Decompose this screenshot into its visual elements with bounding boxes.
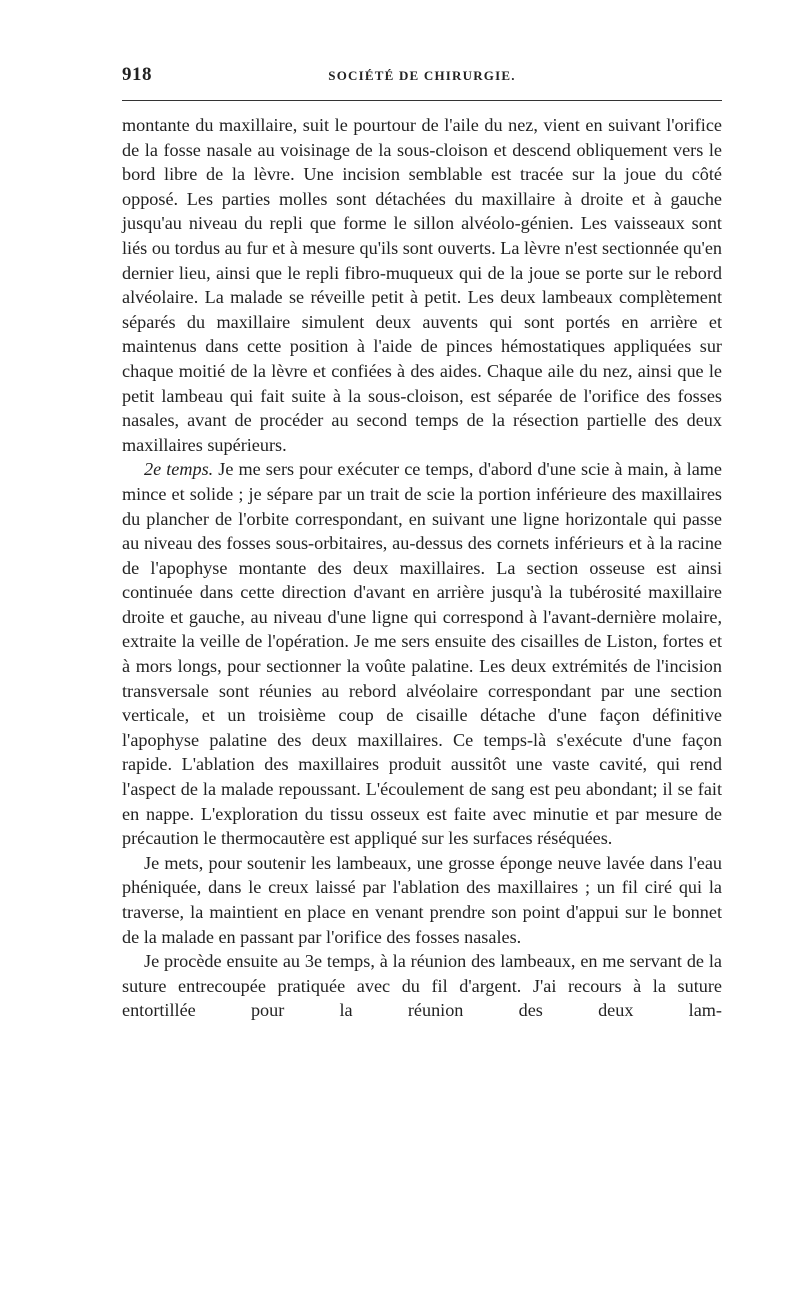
- paragraph: Je procède ensuite au 3e temps, à la réunion des lambeaux, en me servant de la suture entrecoupée pratiquée avec du fil d'argent. J'ai recours à la suture entortillée pour la réunion des deux lam-: [122, 951, 722, 1021]
- running-title: SOCIÉTÉ DE CHIRURGIE.: [328, 68, 516, 83]
- paragraph-text: Je me sers pour exécuter ce temps, d'abord d'une scie à main, à lame mince et solide ; je sépare par un trait de scie la portion inférieure des maxillaires du plancher de l'orbite correspondant, en suivant une ligne horizontale qui passe au niveau des fosses sous-orbitaires, au-dessus des cornets inférieurs et à la racine de l'apophyse montante des deux maxillaires. La section osseuse est ainsi continuée dans cette direction d'avant en arrière jusqu'à la tubérosité maxillaire droite et gauche, au niveau d'une ligne qui correspond à l'avant-dernière molaire, extraite la veille de l'opération. Je me sers ensuite des cisailles de Liston, fortes et à mors longs, pour sectionner la voûte palatine. Les deux extrémités de l'incision transversale sont réunies au rebord alvéolaire correspondant par une section verticale, et un troisième coup de cisaille détache d'une façon définitive l'apophyse palatine des deux maxillaires. Ce temps-là s'exécute d'une façon rapide. L'ablation des maxillaires produit aussitôt une vaste cavité, qui rend l'aspect de la malade repoussant. L'écoulement de sang est peu abondant; il se fait en nappe. L'exploration du tissu osseux est faite avec minutie et par mesure de précaution le thermocautère est appliqué sur les surfaces réséquées.: [122, 459, 722, 849]
- paragraph-lead: 2e temps.: [144, 459, 214, 480]
- paragraph: montante du maxillaire, suit le pourtour de l'aile du nez, vient en suivant l'orifice de la fosse nasale au voisinage de la sous-cloison et descend obliquement vers le bord libre de la lèvre. Une incision semblable est tracée sur la joue du côté opposé. Les parties molles sont détachées du maxillaire à droite et à gauche jusqu'au niveau du repli que forme le sillon alvéolo-génien. Les vaisseaux sont liés ou tordus au fur et à mesure qu'ils sont ouverts. La lèvre n'est sectionnée qu'en dernier lieu, ainsi que le repli fibro-muqueux qui de la joue se porte sur le rebord alvéolaire. La malade se réveille petit à petit. Les deux lambeaux complètement séparés du maxillaire simulent deux auvents qui sont portés en arrière et maintenus dans cette position à l'aide de pinces hémostatiques appliquées sur chaque moitié de la lèvre et confiées à des aides. Chaque aile du nez, ainsi que le petit lambeau qui fait suite à la sous-cloison, est séparée de l'orifice des fosses nasales, avant de procéder au second temps de la résection partielle des deux maxillaires supérieurs.: [122, 115, 722, 455]
- paragraph: [122, 457, 722, 851]
- header-rule: [122, 100, 722, 101]
- page-number: 918: [122, 64, 152, 85]
- body-text: [122, 113, 722, 1023]
- page-header: [122, 64, 722, 88]
- paragraph: Je mets, pour soutenir les lambeaux, une grosse éponge neuve lavée dans l'eau phéniquée, dans le creux laissé par l'ablation des maxillaires ; un fil ciré qui la traverse, la maintient en place en venant prendre son point d'appui sur le bonnet de la malade en passant par l'orifice des fosses nasales.: [122, 852, 722, 947]
